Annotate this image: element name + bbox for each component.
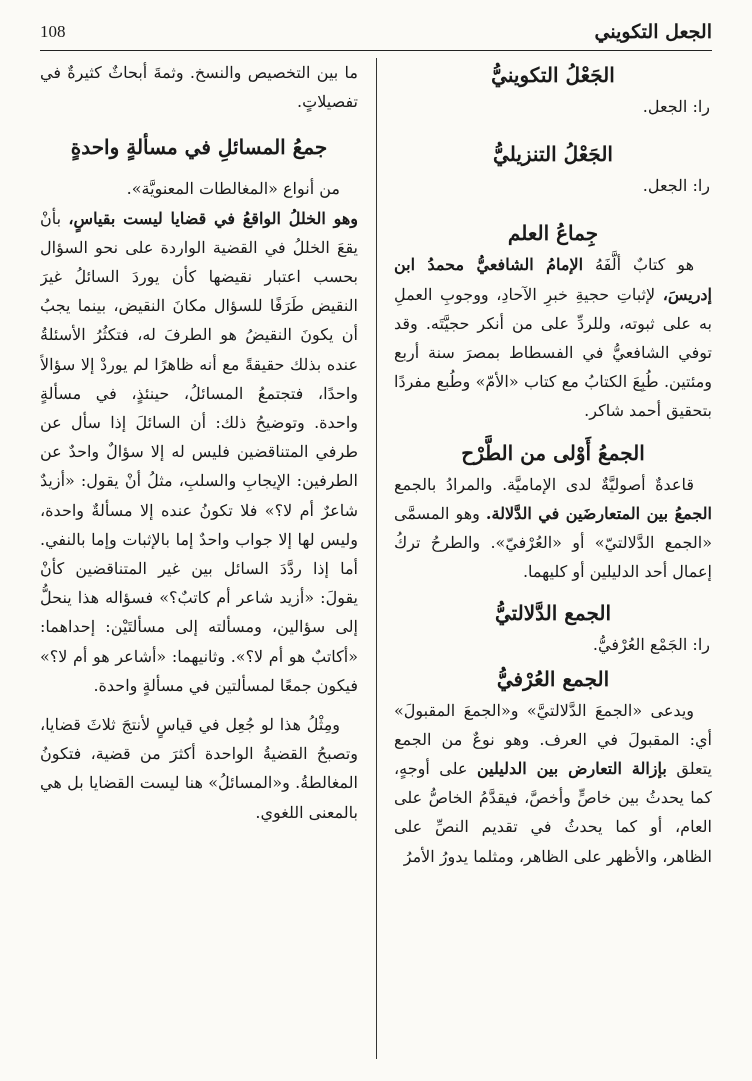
bold-term: الإمامُ الشافعيُّ محمدُ ابن إدريسَ، [394, 255, 712, 304]
column-divider [376, 58, 377, 1059]
page-number: 108 [40, 22, 66, 41]
entry-title: جمعُ المسائلِ في مسألةٍ واحدةٍ [70, 135, 328, 160]
entry-body [394, 250, 712, 425]
body-text: وهو المسمَّى «الجمع الدَّلالتيّ» أو «العُرْفيّ». والطرحُ تركُ إعمال أحد الدليلين أو كليهما. [394, 503, 712, 582]
entry-title: الجمعُ أَوْلى من الطَّرْح [461, 440, 645, 465]
cross-reference: را: الجَمْع العُرْفيُّ. [592, 635, 710, 655]
body-text: على أوجهٍ، كما يحدثُ بين خاصٍّ وأخصَّ، فيقدَّمُ الخاصُّ على العام، أو كما يحدثُ في تقديم النصِّ على الظاهر، والأظهر على الظاهر، ومثلما يدورُ الأمرُ [394, 759, 712, 866]
entry-body [394, 470, 712, 587]
continued-text: ما بين التخصيص والنسخ. وثمةَ أبحاثٌ كثيرةٌ في تفصيلاتٍ. [40, 63, 358, 112]
entry-title: الجمع الدَّلالتيُّ [494, 601, 612, 626]
entry-title: الجَعْلُ التكوينيُّ [491, 63, 615, 87]
bold-term: بإزالة التعارض بين الدليلين [476, 759, 667, 779]
entry-body [394, 696, 712, 871]
entry-title: الجَعْلُ التنزيليُّ [493, 142, 613, 167]
entry-title: الجمع العُرْفيُّ [496, 666, 610, 691]
entry-title: جِماعُ العلم [507, 221, 599, 246]
cross-reference: را: الجعل. [642, 176, 710, 196]
body-text: بأنْ يقعَ الخللُ في القضية الواردة على نحو السؤال بحسب اعتبار نقيضها كأن يوردَ السائلُ غيرَ النقيض طَرَفًا للسؤال مكانَ النقيض، بينما يجبُ أن يكونَ النقيضُ هو الطرفَ له، فتكثُرُ الأسئلةُ عنده بذلك حقيقةً مع أنه ظاهرًا لم يوردْ إلا سؤالاً واحدًا، فتجتمعُ المسائلُ، حينئذٍ، في مسألةٍ واحدة. وتوضيحُ ذلك: أن السائلَ إذا سأل عن طرفي المتناقضين فليس له إلا سؤالٌ واحدٌ عن الطرفين: الإيجابِ والسلبِ، مثلُ أنْ يقول: «أزيدٌ شاعرٌ أم لا؟» فلا تكونُ عنده إلا مسألةٌ واحدة، وليس لها إلا جواب واحدٌ إما بالإثبات وإما بالنفي. أما إذا ردَّدَ السائل بين غير المتناقضين كأنْ يقولَ: «أزيد شاعر أم كاتبٌ؟» فسؤاله هذا ينحلُّ إلى سؤالين، ومسألته إلى مسألتَيْن: إحداهما: «أكاتبٌ هو أم لا؟». وثانيهما: «أشاعر هو أم لا؟» فيكون جمعًا لمسألتين في مسألةٍ واحدة. [40, 208, 358, 695]
entry-body: ومِثْلُ هذا لو جُعِل في قياسٍ لأنتجَ ثلاثَ قضايا، وتصبحُ القضيةُ الواحدة أكثرَ من قضية، فتكونُ المغالطةُ. و«المسائلُ» هنا ليست القضايا بل هي بالمعنى اللغوي. [40, 715, 358, 822]
body-text: ويدعى «الجمعَ الدَّلالتيَّ» و«الجمعَ المقبولَ» أي: المقبولَ في العرف. وهو نوعٌ من الجمع يتعلق [394, 700, 712, 779]
bold-term: وهو الخللُ الواقعُ في قضايا ليست بقياسٍ، [68, 208, 358, 228]
running-head: الجعل التكويني [594, 21, 712, 43]
page-header [40, 14, 712, 51]
cross-reference: را: الجعل. [642, 97, 710, 116]
body-text: هو كتابٌ ألَّفَهُ [595, 255, 695, 275]
left-column [40, 58, 358, 1057]
entry-body [40, 204, 358, 700]
entry-body: من أنواع «المغالطات المعنويَّة». [126, 179, 340, 199]
right-column [394, 58, 712, 1057]
body-text: قاعدةٌ أصوليَّةٌ لدى الإماميَّة. والمرادُ بالجمع [394, 474, 694, 494]
bold-term: الجمعُ بين المتعارضَين في الدَّلالة. [485, 503, 712, 523]
body-text: لإثباتِ حجيةِ خبرِ الآحادِ، ووجوبِ العملِ به على ثبوته، وللردِّ على من أنكر حجيَّتَه. وقد توفي الشافعيُّ في الفسطاط بمصرَ سنة أربع ومئتين. طُبِعَ الكتابُ مع كتاب «الأمّ» وطُبع مفردًا بتحقيق أحمد شاكر. [394, 284, 712, 421]
